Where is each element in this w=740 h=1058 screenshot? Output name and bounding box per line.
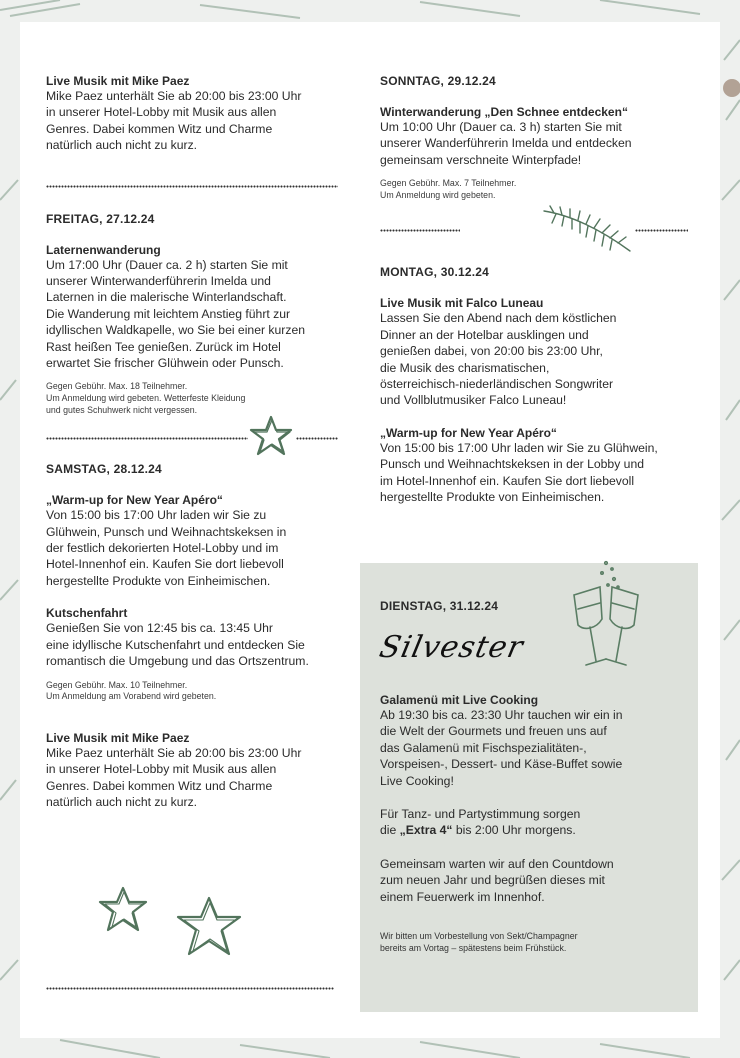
silvester-script-title: Silvester (376, 630, 527, 665)
event-title: Laternenwanderung (46, 242, 161, 257)
silvester-content (376, 599, 680, 954)
right-column (380, 74, 690, 505)
event-title: Winterwanderung „Den Schnee entdecken“ (380, 105, 628, 119)
event-text: Für Tanz- und Partystimmung sorgen die „Extra 4“ bis 2:00 Uhr morgens. (380, 807, 581, 838)
event-text: Mike Paez unterhält Sie ab 20:00 bis 23:00 Uhr in unserer Hotel-Lobby mit Musik aus allen Genres. Dabei kommen Witz und Charme natürlich auch nicht zu kurz. (46, 745, 302, 809)
event-title: Live Musik mit Falco Luneau (380, 296, 544, 311)
event-text: Lassen Sie den Abend nach dem köstlichen Dinner an der Hotelbar ausklingen und genießen dabei, von 20:00 bis 23:00 Uhr, die Musik des charismatischen, österreichisch-niederländischen Songwriter und Vollblutmusiker Falco Luneau! (380, 311, 617, 408)
silvester-box (360, 563, 698, 1012)
day-heading: SONNTAG, 29.12.24 (380, 74, 496, 88)
day-heading: SAMSTAG, 28.12.24 (46, 462, 162, 477)
event-text: Mike Paez unterhält Sie ab 20:00 bis 23:00 Uhr in unserer Hotel-Lobby mit Musik aus allen Genres. Dabei kommen Witz und Charme natürlich auch nicht zu kurz. (46, 89, 302, 153)
day-heading: DIENSTAG, 31.12.24 (380, 599, 499, 613)
event-title: „Warm-up for New Year Apéro“ (380, 425, 557, 440)
stars-decoration (96, 884, 256, 972)
event-title: Live Musik mit Mike Paez (46, 730, 190, 745)
event-note: Wir bitten um Vorbestellung von Sekt/Champagner bereits am Vortag – spätestens beim Frühstück. (380, 931, 578, 953)
event-title: Galamenü mit Live Cooking (380, 693, 539, 707)
dotted-divider (46, 978, 334, 998)
event-title: „Warm-up for New Year Apéro“ (46, 493, 223, 508)
event-text: Genießen Sie von 12:45 bis ca. 13:45 Uhr eine idyllische Kutschenfahrt und entdecken Sie romantisch die Umgebung und das Ortszentrum. (46, 621, 309, 669)
left-column (46, 74, 338, 810)
event-note: Gegen Gebühr. Max. 18 Teilnehmer. Um Anmeldung wird gebeten. Wetterfeste Kleidung und gutes Schuhwerk nicht vergessen. (46, 381, 246, 415)
event-text: Ab 19:30 bis ca. 23:30 Uhr tauchen wir ein in die Welt der Gourmets und freuen uns auf das Galamenü mit Fischspezialitäten-, Vorspeisen-, Dessert- und Käse-Buffet sowie Live Cooking! (380, 708, 623, 788)
dotted-divider (46, 176, 338, 196)
star-icon (100, 888, 146, 930)
dotted-divider-with-star (46, 424, 338, 450)
event-text: Gemeinsam warten wir auf den Countdown zum neuen Jahr und begrüßen dieses mit einem Feuerwerk im Innenhof. (380, 856, 614, 904)
event-note: Gegen Gebühr. Max. 10 Teilnehmer. Um Anmeldung am Vorabend wird gebeten. (46, 679, 217, 702)
event-text: Von 15:00 bis 17:00 Uhr laden wir Sie zu Glühwein, Punsch und Weihnachtskeksen in der festlich dekorierten Hotel-Lobby und im Hotel-Innenhof ein. Kaufen Sie dort liebevoll hergestellte Produkte von Einheimischen. (46, 508, 287, 588)
event-title: Live Musik mit Mike Paez (46, 74, 190, 88)
event-note: Gegen Gebühr. Max. 7 Teilnehmer. Um Anmeldung wird gebeten. (380, 178, 517, 200)
program-sheet (20, 22, 720, 1038)
event-text: Um 10:00 Uhr (Dauer ca. 3 h) starten Sie mit unserer Wanderführerin Imelda und entdecken gemeinsam verschneite Winterpfade! (380, 120, 632, 167)
event-text: Um 17:00 Uhr (Dauer ca. 2 h) starten Sie mit unserer Winterwanderführerin Imelda und Laternen in die malerische Winterlandschaft. Die Wanderung mit leichtem Anstieg führt zur idyllischen Waldkapelle, wo Sie bei einer kurzen Rast heißen Tee genießen. Zurück im Hotel erwartet Sie frischer Glühwein oder Punsch. (46, 257, 306, 371)
dotted-divider-with-branch (380, 205, 690, 255)
event-title: Kutschenfahrt (46, 606, 128, 621)
day-heading: MONTAG, 30.12.24 (380, 265, 490, 280)
star-icon (246, 414, 296, 460)
pine-branch-icon (540, 205, 636, 255)
star-icon (178, 898, 240, 954)
event-text: Von 15:00 bis 17:00 Uhr laden wir Sie zu Glühwein, Punsch und Weihnachtskeksen in der Lobby und im Hotel-Innenhof ein. Kaufen Sie dort liebevoll hergestellte Produkte von Einheimischen. (380, 440, 658, 505)
day-heading: FREITAG, 27.12.24 (46, 211, 155, 226)
